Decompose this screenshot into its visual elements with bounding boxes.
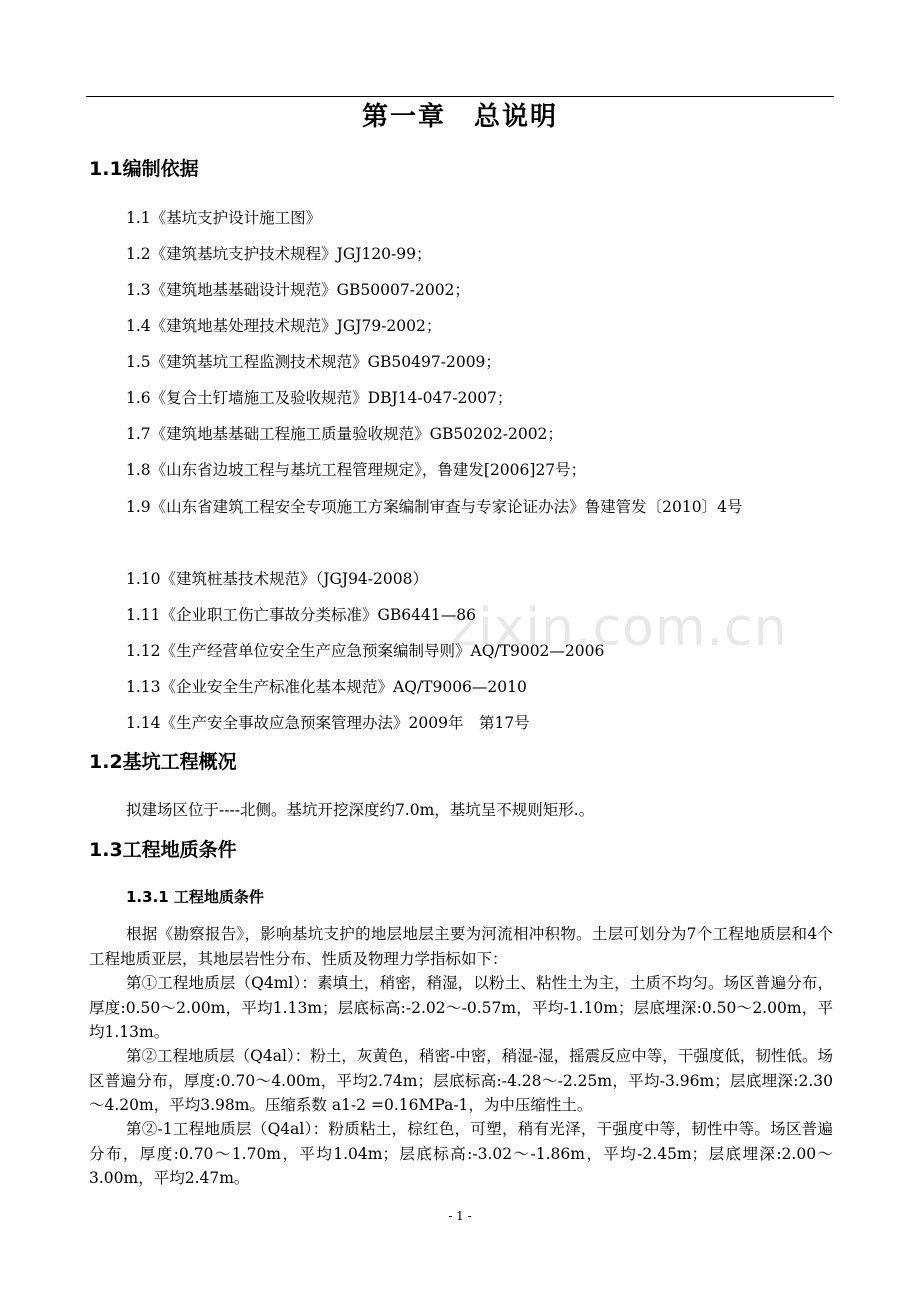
reference-item: 1.13《企业安全生产标准化基本规范》AQ/T9006—2010 (126, 678, 527, 696)
page-number: - 1 - (448, 1209, 472, 1223)
geology-paragraph: 第②工程地质层（Q4al）：粉土，灰黄色，稍密-中密，稍湿-湿，摇震反应中等，干强度低，韧性低。场区普遍分布，厚度:0.70～4.00m，平均2.74m；层底标高:-4.28～-2.25m，平均-3.96m；层底埋深:2.30～4.20m，平均3.98m。压缩系数 a1-2 =0.16MPa-1，为中压缩性土。 (89, 1047, 833, 1114)
reference-item: 1.14《生产安全事故应急预案管理办法》2009年 第17号 (126, 714, 530, 732)
reference-item: 1.5《建筑基坑工程监测技术规范》GB50497-2009； (126, 353, 501, 371)
header-rule (86, 96, 834, 97)
geology-paragraph: 第②-1工程地质层（Q4al）：粉质粘土，棕红色，可塑，稍有光泽，干强度中等，韧性中等。场区普遍分布，厚度:0.70～1.70m，平均1.04m；层底标高:-3.02～-1.86m，平均-2.45m；层底埋深:2.00～3.00m，平均2.47m。 (89, 1120, 833, 1187)
section-heading-1-1: 1.1编制依据 (89, 158, 199, 180)
watermark: zixin.com.cn (450, 598, 788, 658)
geology-paragraph: 根据《勘察报告》，影响基坑支护的地层地层主要为河流相冲积物。土层可划分为7个工程地质层和4个工程地质亚层，其地层岩性分布、性质及物理力学指标如下： (89, 925, 833, 968)
reference-item: 1.3《建筑地基基础设计规范》GB50007-2002； (126, 281, 470, 299)
reference-item: 1.1《基坑支护设计施工图》 (126, 209, 322, 227)
reference-item: 1.12《生产经营单位安全生产应急预案编制导则》AQ/T9002—2006 (126, 642, 605, 660)
site-overview-text: 拟建场区位于----北侧。基坑开挖深度约7.0m，基坑呈不规则矩形.。 (126, 801, 595, 819)
section-heading-1-3: 1.3工程地质条件 (89, 839, 237, 861)
reference-item: 1.6《复合土钉墙施工及验收规范》DBJ14-047-2007； (126, 389, 513, 407)
reference-item: 1.11《企业职工伤亡事故分类标准》GB6441—86 (126, 606, 476, 624)
reference-item: 1.4《建筑地基处理技术规范》JGJ79-2002； (126, 317, 442, 335)
chapter-title: 第一章 总说明 (361, 102, 558, 132)
reference-item: 1.7《建筑地基基础工程施工质量验收规范》GB50202-2002； (126, 425, 563, 443)
reference-item: 1.8《山东省边坡工程与基坑工程管理规定》，鲁建发[2006]27号； (126, 461, 587, 479)
section-heading-1-2: 1.2基坑工程概况 (89, 751, 237, 773)
reference-item: 1.9《山东省建筑工程安全专项施工方案编制审查与专家论证办法》鲁建管发〔2010〕4号 (126, 498, 743, 516)
reference-item: 1.2《建筑基坑支护技术规程》JGJ120-99； (126, 245, 432, 263)
reference-item: 1.10《建筑桩基技术规范》（JGJ94-2008） (126, 570, 428, 588)
subsection-heading-1-3-1: 1.3.1 工程地质条件 (126, 888, 264, 906)
geology-paragraph: 第①工程地质层（Q4ml）：素填土，稍密，稍湿，以粉土、粘性土为主，土质不均匀。场区普遍分布，厚度:0.50～2.00m，平均1.13m；层底标高:-2.02～-0.57m，平均-1.10m；层底埋深:0.50～2.00m，平均1.13m。 (89, 974, 833, 1041)
